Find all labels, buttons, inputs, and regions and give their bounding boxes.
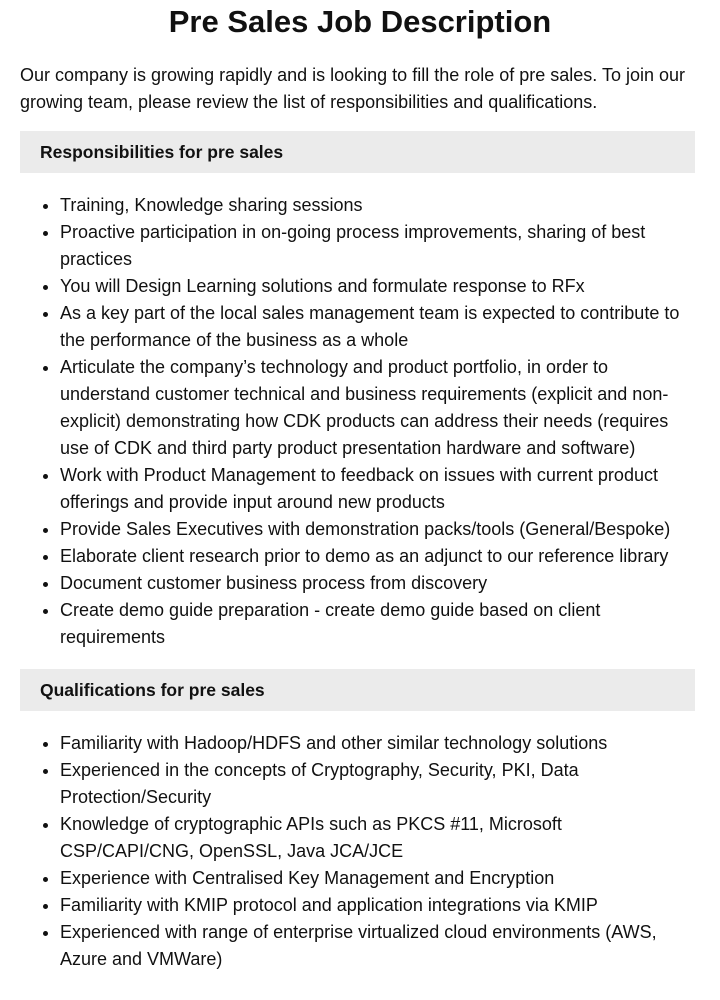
list-item: • Familiarity with KMIP protocol and application integrations via KMIP [60, 892, 695, 919]
list-item: • Experienced with range of enterprise virtualized cloud environments (AWS, Azure and VMWare) [60, 919, 695, 973]
list-item: • Articulate the company’s technology and product portfolio, in order to understand customer technical and business requirements (explicit and non-explicit) demonstrating how CDK products can address their needs (requires use of CDK and third party product presentation hardware and software) [60, 354, 695, 462]
list-item: • Proactive participation in on-going process improvements, sharing of best practices [60, 219, 695, 273]
list-item: • Experienced in the concepts of Cryptography, Security, PKI, Data Protection/Security [60, 757, 695, 811]
list-item: • Provide Sales Executives with demonstration packs/tools (General/Bespoke) [60, 516, 695, 543]
responsibilities-list [20, 192, 695, 651]
list-item: • Familiarity with Hadoop/HDFS and other similar technology solutions [60, 730, 695, 757]
list-item: • Create demo guide preparation - create demo guide based on client requirements [60, 597, 695, 651]
intro-paragraph: Our company is growing rapidly and is looking to fill the role of pre sales. To join our growing team, please review the list of responsibilities and qualifications. [20, 65, 686, 112]
list-item: • Experience with Centralised Key Management and Encryption [60, 865, 695, 892]
list-item: • Document customer business process from discovery [60, 570, 695, 597]
qualifications-list [20, 730, 695, 973]
list-item: • Training, Knowledge sharing sessions [60, 192, 695, 219]
list-item: • As a key part of the local sales management team is expected to contribute to the performance of the business as a whole [60, 300, 695, 354]
list-item: • Knowledge of cryptographic APIs such as PKCS #11, Microsoft CSP/CAPI/CNG, OpenSSL, Java JCA/JCE [60, 811, 695, 865]
list-item: • Elaborate client research prior to demo as an adjunct to our reference library [60, 543, 695, 570]
list-item: • You will Design Learning solutions and formulate response to RFx [60, 273, 695, 300]
list-item: • Work with Product Management to feedback on issues with current product offerings and provide input around new products [60, 462, 695, 516]
page-title: Pre Sales Job Description [168, 4, 552, 39]
responsibilities-heading: Responsibilities for pre sales [20, 131, 695, 173]
qualifications-heading: Qualifications for pre sales [20, 669, 695, 711]
